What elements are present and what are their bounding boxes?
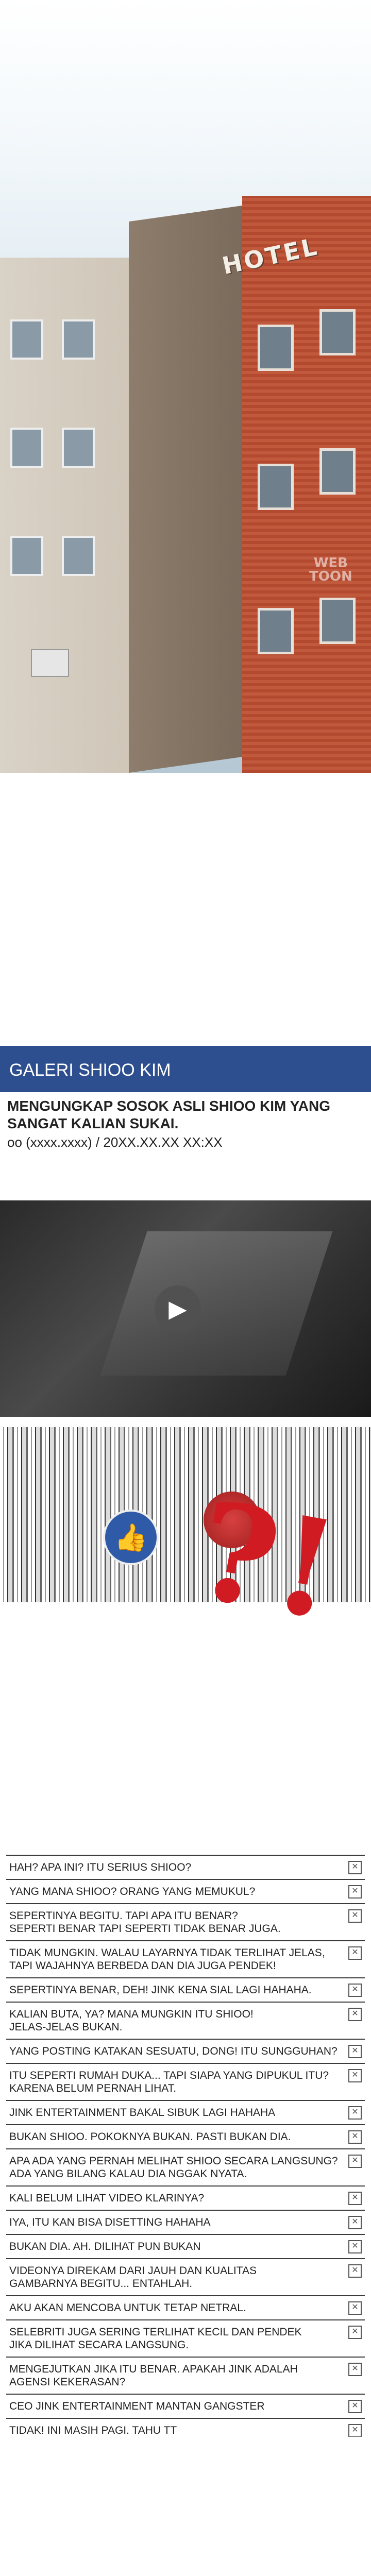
comment-row <box>6 1903 365 1940</box>
close-icon[interactable]: ✕ <box>348 2216 362 2229</box>
comment-row <box>6 2319 365 2357</box>
article-meta: oo (xxxx.xxxx) / 20XX.XX.XX XX:XX <box>7 1134 223 1150</box>
comment-row <box>6 2394 365 2418</box>
hotel-building <box>242 196 371 773</box>
comment-row <box>6 2100 365 2124</box>
comment-text: BUKAN SHIOO. POKOKNYA BUKAN. PASTI BUKAN DIA. <box>9 2131 291 2143</box>
comment-text: YANG POSTING KATAKAN SESUATU, DONG! ITU SUNGGUHAN? <box>9 2045 338 2057</box>
comment-row <box>6 1879 365 1903</box>
comment-row <box>6 1940 365 1977</box>
close-icon[interactable]: ✕ <box>348 2008 362 2021</box>
gallery-header <box>0 1046 371 1092</box>
shock-marks: ?! <box>185 1471 349 1650</box>
window <box>319 309 356 355</box>
comment-text: CEO JINK ENTERTAINMENT MANTAN GANGSTER <box>9 2400 265 2412</box>
comment-text: JINK ENTERTAINMENT BAKAL SIBUK LAGI HAHAHA <box>9 2107 276 2119</box>
comment-row <box>6 1977 365 2002</box>
comment-text: TIDAK! INI MASIH PAGI. TAHU TT <box>9 2425 177 2436</box>
comment-text: SEPERTINYA BENAR, DEH! JINK KENA SIAL LAGI HAHAHA. <box>9 1984 312 1996</box>
comment-row <box>6 2185 365 2210</box>
close-icon[interactable]: ✕ <box>348 2155 362 2168</box>
comment-row <box>6 2210 365 2234</box>
comment-text: KALI BELUM LIHAT VIDEO KLARINYA? <box>9 2192 205 2204</box>
video-frame <box>100 1231 333 1376</box>
close-icon[interactable]: ✕ <box>348 2400 362 2413</box>
close-icon[interactable]: ✕ <box>348 2240 362 2253</box>
close-icon[interactable]: ✕ <box>348 2363 362 2376</box>
close-icon[interactable]: ✕ <box>348 2069 362 2082</box>
comment-row <box>6 2418 365 2437</box>
comment-row <box>6 2063 365 2100</box>
close-icon[interactable]: ✕ <box>348 1946 362 1960</box>
middle-building <box>129 205 247 773</box>
close-icon[interactable]: ✕ <box>348 1861 362 1874</box>
hotel-panel <box>0 0 371 773</box>
close-icon[interactable]: ✕ <box>348 2045 362 2058</box>
comment-text: SELEBRITI JUGA SERING TERLIHAT KECIL DAN PENDEK JIKA DILIHAT SECARA LANGSUNG. <box>9 2326 302 2351</box>
comment-row <box>6 2234 365 2258</box>
comment-text: BUKAN DIA. AH. DILIHAT PUN BUKAN <box>9 2241 201 2252</box>
comment-row <box>6 2357 365 2394</box>
comment-list <box>6 1855 365 2437</box>
close-icon[interactable]: ✕ <box>348 2264 362 2278</box>
comment-row <box>6 2258 365 2295</box>
close-icon[interactable]: ✕ <box>348 1984 362 1997</box>
window <box>319 448 356 495</box>
left-building <box>0 258 134 773</box>
phone-screen-panel <box>0 1046 371 2437</box>
close-icon[interactable]: ✕ <box>348 2130 362 2144</box>
comment-text: YANG MANA SHIOO? ORANG YANG MEMUKUL? <box>9 1886 256 1897</box>
comment-text: APA ADA YANG PERNAH MELIHAT SHIOO SECARA LANGSUNG? ADA YANG BILANG KALAU DIA NGGAK NYATA. <box>9 2155 338 2180</box>
gallery-title: GALERI SHIOO KIM <box>9 1060 171 1080</box>
comment-row <box>6 1855 365 1879</box>
comment-text: TIDAK MUNGKIN. WALAU LAYARNYA TIDAK TERLIHAT JELAS, TAPI WAJAHNYA BERBEDA DAN DIA JUGA PENDEK! <box>9 1947 325 1972</box>
window <box>62 536 95 576</box>
comment-row <box>6 2002 365 2039</box>
comment-row <box>6 2124 365 2148</box>
close-icon[interactable]: ✕ <box>348 2326 362 2339</box>
hotel-sign: HOTEL <box>220 232 322 280</box>
window <box>10 536 43 576</box>
comment-text: ITU SEPERTI RUMAH DUKA... TAPI SIAPA YANG DIPUKUL ITU? KARENA BELUM PERNAH LIHAT. <box>9 2070 329 2094</box>
close-icon[interactable]: ✕ <box>348 1885 362 1899</box>
watermark: WEB TOON <box>309 555 352 584</box>
article-title: MENGUNGKAP SOSOK ASLI SHIOO KIM YANG SANGAT KALIAN SUKAI. <box>7 1098 330 1131</box>
comment-text: AKU AKAN MENCOBA UNTUK TETAP NETRAL. <box>9 2302 246 2314</box>
comment-text: MENGEJUTKAN JIKA ITU BENAR. APAKAH JINK ADALAH AGENSI KEKERASAN? <box>9 2363 298 2388</box>
window <box>62 428 95 468</box>
comment-text: VIDEONYA DIREKAM DARI JAUH DAN KUALITAS GAMBARNYA BEGITU... ENTAHLAH. <box>9 2265 257 2290</box>
comment-text: KALIAN BUTA, YA? MANA MUNGKIN ITU SHIOO! JELAS-JELAS BUKAN. <box>9 2008 254 2033</box>
window <box>258 464 294 510</box>
window <box>258 325 294 371</box>
ac-unit <box>31 649 69 677</box>
comment-text: HAH? APA INI? ITU SERIUS SHIOO? <box>9 1861 192 1873</box>
thumbs-up-icon[interactable]: 👍 <box>103 1510 159 1565</box>
window <box>62 319 95 360</box>
close-icon[interactable]: ✕ <box>348 1909 362 1923</box>
window <box>258 608 294 654</box>
close-icon[interactable]: ✕ <box>348 2192 362 2205</box>
comment-text: IYA, ITU KAN BISA DISETTING HAHAHA <box>9 2216 211 2228</box>
comment-row <box>6 2295 365 2319</box>
comment-row <box>6 2148 365 2185</box>
close-icon[interactable]: ✕ <box>348 2301 362 2315</box>
window <box>319 598 356 644</box>
video-player[interactable] <box>0 1200 371 1417</box>
close-icon[interactable]: ✕ <box>348 2106 362 2120</box>
play-icon[interactable]: ▶ <box>155 1285 201 1332</box>
comment-row <box>6 2039 365 2063</box>
article-header <box>7 1097 363 1150</box>
comment-text: SEPERTINYA BEGITU. TAPI APA ITU BENAR? SEPERTI BENAR TAPI SEPERTI TIDAK BENAR JUGA. <box>9 1910 281 1935</box>
window <box>10 319 43 360</box>
close-icon[interactable]: ✕ <box>348 2424 362 2437</box>
window <box>10 428 43 468</box>
